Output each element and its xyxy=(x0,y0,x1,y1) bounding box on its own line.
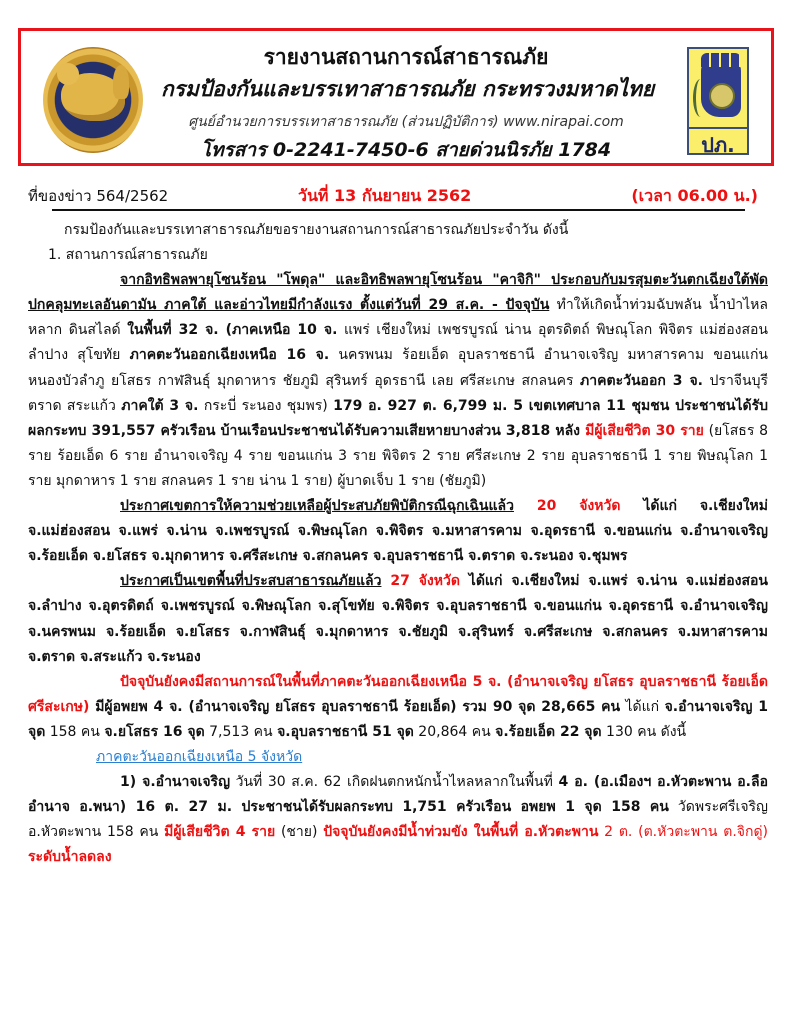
report-header xyxy=(18,28,774,166)
item-deaths-gender: (ชาย) xyxy=(275,824,324,841)
header-separator xyxy=(52,209,745,211)
lion-head-shape xyxy=(57,63,79,85)
northeast-heading-link[interactable]: ภาคตะวันออกเฉียงเหนือ 5 จังหวัด xyxy=(96,748,303,765)
evac-ubon: จ.อุบลราชธานี 51 จุด xyxy=(277,723,414,740)
deaths-count: มีผู้เสียชีวิต 30 ราย xyxy=(585,422,704,439)
item-province: 1) จ.อำนาจเจริญ xyxy=(120,774,231,791)
northeast-heading xyxy=(28,745,768,770)
northeast-provinces: นครพนม ร้อยเอ็ด อุบลราชธานี อำนาจเจริญ มหาสารคาม ขอนแก่น หนองบัวลำภู ยโสธร กาฬสินธุ์ มุกดาหาร ชัยภูมิ สุรินทร์ อุดรธานี เลย ศรีสะเกษ สกลนคร xyxy=(28,347,768,389)
item-flood-area: 2 ต. (ต.หัวตะพาน ต.จิกดู่) xyxy=(598,824,769,841)
organization-name: กรมป้องกันและบรรเทาสาธารณภัย กระทรวงมหาดไทย xyxy=(161,77,655,101)
evac-roiet: จ.ร้อยเอ็ด 22 จุด xyxy=(495,723,602,740)
item-shelter: วัดพระศรีเจริญ อ.หัวตะพาน 158 คน xyxy=(28,799,768,841)
emergency-zone-count: 20 จังหวัด xyxy=(513,498,621,515)
evac-ubon-count: 20,864 คน xyxy=(413,723,496,740)
flame-shape xyxy=(113,65,129,99)
emergency-zone-list: ได้แก่ จ.เชียงใหม่ จ.แม่ฮ่องสอน จ.แพร่ จ.น่าน จ.เพชรบูรณ์ จ.พิษณุโลก จ.พิจิตร จ.มหาสารคาม จ.อุดรธานี จ.ขอนแก่น จ.อำนาจเจริญ จ.ร้อยเอ็ด จ.ยโสธร จ.มุกดาหาร จ.ศรีสะเกษ จ.สกลนคร จ.อุบลราชธานี จ.ตราด จ.ระนอง จ.ชุมพร xyxy=(28,498,768,565)
evacuation-summary: มีผู้อพยพ 4 จ. (อำนาจเจริญ ยโสธร อุบลราชธานี ร้อยเอ็ด) รวม 90 จุด 28,665 คน xyxy=(89,698,621,715)
report-meta xyxy=(28,184,768,208)
emergency-zone-label: ประกาศเขตการให้ความช่วยเหลือผู้ประสบภัยพิบัติกรณีฉุกเฉินแล้ว xyxy=(120,498,514,515)
current-situation: ปัจจุบันยังคงมีสถานการณ์ในพื้นที่ภาคตะวันออกเฉียงเหนือ 5 จ. (อำนาจเจริญ ยโสธร อุบลราชธานี ร้อยเอ็ด ศรีสะเกษ) xyxy=(28,673,768,715)
operations-center: ศูนย์อำนวยการบรรเทาสาธารณภัย (ส่วนปฏิบัติการ) www.nirapai.com xyxy=(188,114,624,130)
paragraph-disaster-areas xyxy=(28,569,768,669)
report-date: วันที่ 13 กันยายน 2562 xyxy=(298,186,472,205)
disaster-area-label: ประกาศเป็นเขตพื้นที่ประสบสาธารณภัยแล้ว xyxy=(120,573,382,590)
logo-abbreviation: ปภ. xyxy=(701,133,735,157)
evac-roiet-count: 130 คน ดังนี้ xyxy=(601,723,687,740)
dpm-hand-logo-icon xyxy=(687,47,749,155)
paragraph-current-situation xyxy=(28,670,768,745)
disaster-area-list: ได้แก่ จ.เชียงใหม่ จ.แพร่ จ.น่าน จ.แม่ฮ่องสอน จ.ลำปาง จ.อุตรดิตถ์ จ.เพชรบูรณ์ จ.พิษณุโลก จ.สุโขทัย จ.พิจิตร จ.อุบลราชธานี จ.ขอนแก่น จ.อุดรธานี จ.อำนาจเจริญ จ.นครพนม จ.ร้อยเอ็ด จ.ยโสธร จ.กาฬสินธุ์ จ.มุกดาหาร จ.ชัยภูมิ จ.สุรินทร์ จ.ศรีสะเกษ จ.สกลนคร จ.มหาสารคาม จ.ตราด จ.สระแก้ว จ.ระนอง xyxy=(28,573,769,665)
northeast-label: ภาคตะวันออกเฉียงเหนือ 16 จ. xyxy=(129,347,330,364)
intro-line: กรมป้องกันและบรรเทาสาธารณภัยขอรายงานสถานการณ์สาธารณภัยประจำวัน ดังนี้ xyxy=(64,222,569,238)
evac-lead: ได้แก่ xyxy=(625,698,665,715)
east-label: ภาคตะวันออก 3 จ. xyxy=(580,372,704,389)
evac-yasothon-count: 7,513 คน xyxy=(204,723,278,740)
evac-amnat-count: 158 คน xyxy=(45,723,105,740)
impact-stats: 179 อ. 927 ต. 6,799 ม. 5 เขตเทศบาล 11 ชุมชน ประชาชนได้รับผลกระทบ 391,557 ครัวเรือน บ้านเรือนประชาชนได้รับความเสียหายบางส่วน 3,818 หลัง xyxy=(28,397,768,439)
area-count: ในพื้นที่ 32 จ. (ภาคเหนือ 10 จ. xyxy=(127,322,338,339)
contact-line: โทรสาร 0-2241-7450-6 สายด่วนนิรภัย 1784 xyxy=(200,139,612,161)
laurel-icon xyxy=(693,79,708,117)
deaths-detail: (ยโสธร 8 ราย ร้อยเอ็ด 6 ราย อำนาจเจริญ 4 ราย ขอนแก่น 3 ราย พิจิตร 2 ราย ศรีสะเกษ 2 ราย อุบลราชธานี 1 ราย พิษณุโลก 1 ราย มุกดาหาร 1 ราย สกลนคร 1 ราย น่าน 1 ราย) ผู้บาดเจ็บ 1 ราย (ชัยภูมิ) xyxy=(28,422,768,489)
paragraph-situation xyxy=(28,268,768,494)
item-amnat-charoen xyxy=(28,770,768,870)
fingers-shape xyxy=(701,53,741,67)
item-flood-status: ปัจจุบันยังคงมีน้ำท่วมขัง ในพื้นที่ อ.หัวตะพาน xyxy=(323,824,599,841)
paragraph-emergency-zones xyxy=(28,494,768,569)
section-1-title: 1. สถานการณ์สาธารณภัย xyxy=(48,247,208,264)
disaster-area-count: 27 จังหวัด xyxy=(381,573,460,590)
report-body xyxy=(28,218,768,870)
south-label: ภาคใต้ 3 จ. xyxy=(121,397,199,414)
item-impact: 4 อ. (อ.เมืองฯ อ.หัวตะพาน อ.ลืออำนาจ อ.พนา) 16 ต. 27 ม. ประชาชนได้รับผลกระทบ 1,751 ครัวเรือน อพยพ 1 จุด 158 คน xyxy=(28,774,768,816)
evac-yasothon: จ.ยโสธร 16 จุด xyxy=(104,723,205,740)
cause-text: จากอิทธิพลพายุโซนร้อน "โพดุล" และอิทธิพลพายุโซนร้อน "คาจิกิ" ประกอบกับมรสุมตะวันตกเฉียงใต้พัดปกคลุมทะเลอันดามัน ภาคใต้ และอ่าวไทยมีกำลังแรง ตั้งแต่วันที่ 29 ส.ค. - ปัจจุบัน xyxy=(28,272,768,314)
east-provinces: ปราจีนบุรี ตราด สระแก้ว xyxy=(28,372,768,414)
report-time: (เวลา 06.00 น.) xyxy=(631,186,758,205)
south-provinces: กระบี่ ระนอง ชุมพร) xyxy=(198,397,334,414)
garuda-lion-seal-icon xyxy=(43,47,143,153)
north-provinces: แพร่ เชียงใหม่ เพชรบูรณ์ น่าน อุตรดิตถ์ พิษณุโลก พิจิตร แม่ฮ่องสอน ลำปาง สุโขทัย xyxy=(28,322,768,364)
report-title: รายงานสถานการณ์สาธารณภัย xyxy=(263,45,549,69)
evac-amnat: จ.อำนาจเจริญ 1 จุด xyxy=(28,698,768,740)
emblem-icon xyxy=(709,83,735,109)
item-water-level: ระดับน้ำลดลง xyxy=(28,849,112,866)
report-reference: ที่ของข่าว 564/2562 xyxy=(28,187,169,205)
item-event: วันที่ 30 ส.ค. 62 เกิดฝนตกหนักน้ำไหลหลากในพื้นที่ xyxy=(230,774,559,791)
item-deaths: มีผู้เสียชีวิต 4 ราย xyxy=(164,824,276,841)
effects-text: ทำให้เกิดน้ำท่วมฉับพลัน น้ำป่าไหลหลาก ดินสไลด์ xyxy=(28,297,768,339)
